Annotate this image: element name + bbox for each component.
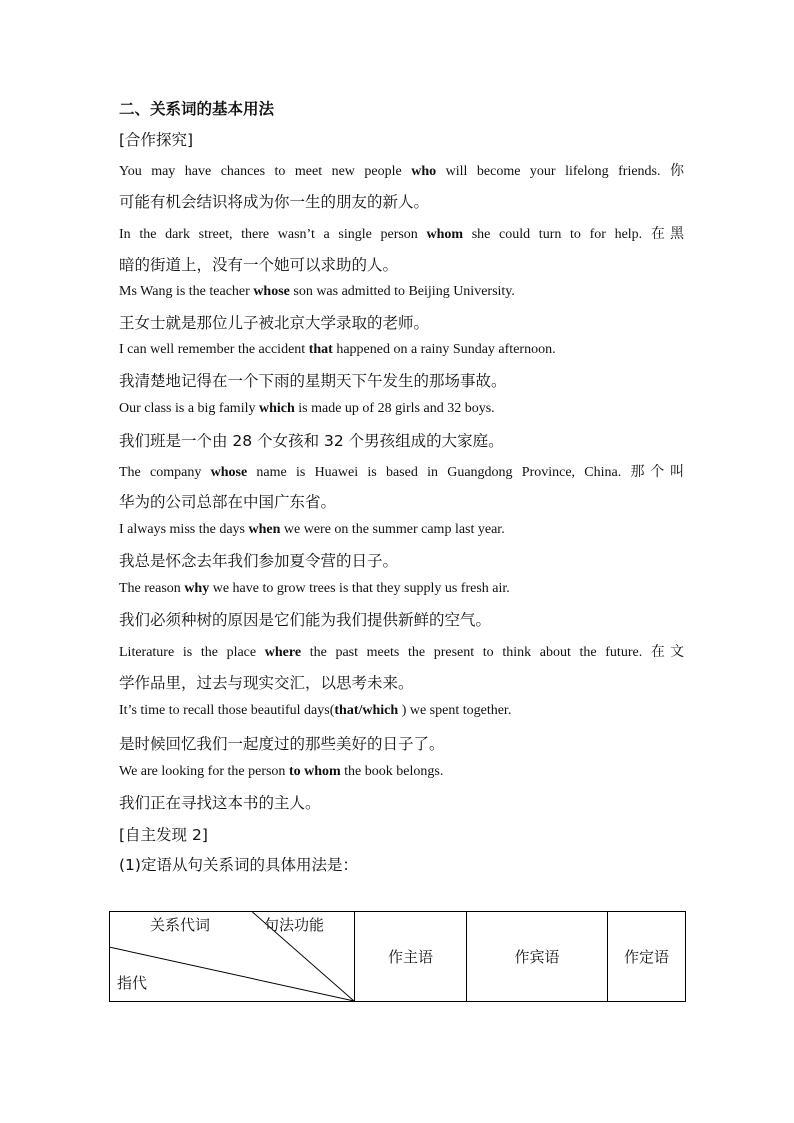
relative-pronoun-table xyxy=(109,911,686,1002)
example-sentence-en: Literature is the place where the past meets the present to think about the future. 在文 xyxy=(119,645,684,660)
example-translation-zh: 我们班是一个由 28 个女孩和 32 个男孩组成的大家庭。 xyxy=(119,432,504,450)
header-as-subject: 作主语 xyxy=(355,912,467,1002)
section-title: 二、关系词的基本用法 xyxy=(119,100,275,118)
example-translation-zh: 可能有机会结识将成为你一生的朋友的新人。 xyxy=(119,193,430,211)
header-as-attribute: 作定语 xyxy=(608,912,686,1002)
relative-word: that/which xyxy=(334,703,399,718)
relative-word: to whom xyxy=(288,764,341,779)
example-translation-zh: 王女士就是那位儿子被北京大学录取的老师。 xyxy=(119,314,430,332)
example-sentence-en: Ms Wang is the teacher whose son was admitted to Beijing University. xyxy=(119,284,515,299)
discovery-heading: [自主发现 2] xyxy=(119,826,208,844)
header-as-object: 作宾语 xyxy=(467,912,608,1002)
header-syntactic-function: 句法功能 xyxy=(264,916,325,934)
relative-word: where xyxy=(264,645,302,660)
example-translation-zh: 我清楚地记得在一个下雨的星期天下午发生的那场事故。 xyxy=(119,372,507,390)
relative-word: who xyxy=(411,164,437,179)
example-sentence-en: It’s time to recall those beautiful days(that/which ) we spent together. xyxy=(119,703,512,718)
header-refers-to: 指代 xyxy=(117,974,148,992)
example-sentence-en: In the dark street, there wasn’t a single person whom she could turn to for help. 在黑 xyxy=(119,227,684,242)
table-header-row xyxy=(110,912,686,1002)
example-sentence-en: The reason why we have to grow trees is that they supply us fresh air. xyxy=(119,581,510,596)
example-translation-zh: 暗的街道上，没有一个她可以求助的人。 xyxy=(119,256,399,274)
example-translation-zh: 是时候回忆我们一起度过的那些美好的日子了。 xyxy=(119,735,445,753)
example-sentence-en: We are looking for the person to whom the book belongs. xyxy=(119,764,444,779)
relative-word: whose xyxy=(210,465,248,480)
example-sentence-en: Our class is a big family which is made up of 28 girls and 32 boys. xyxy=(119,401,495,416)
discovery-question: (1)定语从句关系词的具体用法是： xyxy=(119,856,358,874)
example-sentence-en: You may have chances to meet new people who will become your lifelong friends. 你 xyxy=(119,164,684,179)
example-translation-zh: 我们正在寻找这本书的主人。 xyxy=(119,794,321,812)
cooperative-heading: [合作探究] xyxy=(119,131,194,149)
example-sentence-en: I can well remember the accident that happened on a rainy Sunday afternoon. xyxy=(119,342,556,357)
example-sentence-en: I always miss the days when we were on the summer camp last year. xyxy=(119,522,505,537)
diagonal-header-cell xyxy=(110,912,355,1002)
relative-word: whom xyxy=(426,227,464,242)
example-sentence-en: The company whose name is Huawei is based in Guangdong Province, China. 那个叫 xyxy=(119,465,684,480)
example-translation-zh: 华为的公司总部在中国广东省。 xyxy=(119,493,337,511)
example-translation-zh: 学作品里，过去与现实交汇，以思考未来。 xyxy=(119,674,414,692)
header-relative-pronoun: 关系代词 xyxy=(150,916,211,934)
relative-word: that xyxy=(308,342,333,357)
example-translation-zh: 我总是怀念去年我们参加夏令营的日子。 xyxy=(119,552,399,570)
relative-word: when xyxy=(248,522,281,537)
example-translation-zh: 我们必须种树的原因是它们能为我们提供新鲜的空气。 xyxy=(119,611,492,629)
relative-word: which xyxy=(258,401,295,416)
relative-word: whose xyxy=(253,284,290,299)
relative-word: why xyxy=(184,581,210,596)
